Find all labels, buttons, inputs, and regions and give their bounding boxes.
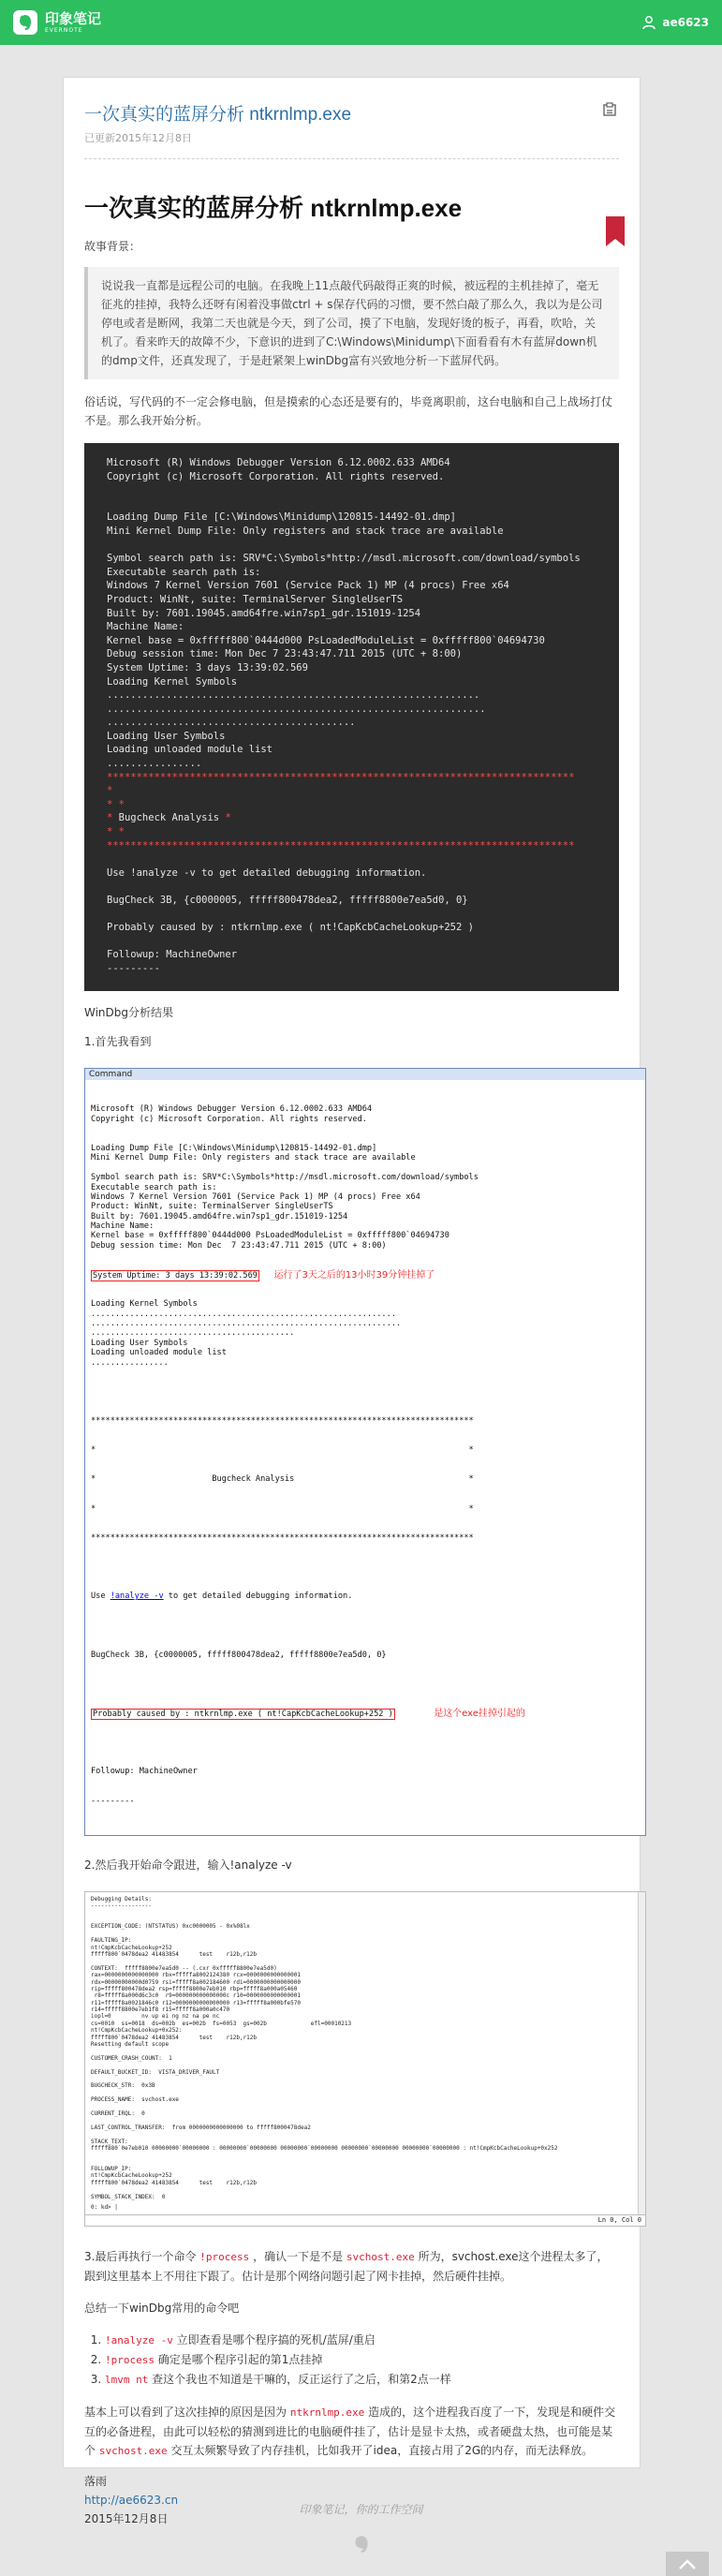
step3-pre: 3.最后再执行一个命令: [84, 2250, 200, 2264]
code-line: Debug session time: Mon Dec 7 23:43:47.711 2015 (UTC + 8:00): [107, 648, 463, 660]
code-line: * Bugcheck Analysis *: [107, 812, 231, 824]
step-2: 2.然后我开始命令跟进，输入!analyze -v: [84, 1858, 292, 1872]
cmd-text: 立即查看是哪个程序搞的死机/蓝屏/重启: [172, 2333, 376, 2347]
code-line: Symbol search path is: SRV*C:\Symbols*http://msdl.microsoft.com/download/symbols: [107, 553, 581, 565]
paragraph: 俗话说，写代码的不一定会修电脑，但是摸索的心态还是要有的，毕竟离职前，这台电脑和自己上战场打仗不是。那么我开始分析。: [84, 395, 613, 427]
console-line: [91, 1958, 640, 1964]
console-line: iopl=0 nv up ei ng nz na pe nc: [91, 2013, 220, 2021]
uptime-note: 运行了3天之后的13小时39分钟挂掉了: [273, 1270, 435, 1281]
code-line: ---------: [107, 962, 160, 974]
code-line: [107, 880, 600, 894]
final-pre: 基本上可以看到了这次挂掉的原因是因为: [84, 2406, 290, 2420]
console-line: Windows 7 Kernel Version 7601 (Service Pack 1) MP (4 procs) Free x64: [91, 1192, 420, 1202]
cmd-code: !analyze -v: [105, 2334, 173, 2347]
list-item: [105, 2370, 619, 2390]
code-line: Loading unloaded module list: [107, 744, 273, 756]
command-list: [84, 2331, 619, 2390]
console-line: ------------------: [91, 1902, 153, 1910]
console-line: ................: [91, 1357, 169, 1368]
article-title: 一次真实的蓝屏分析 ntkrnlmp.exe: [84, 194, 463, 222]
star-side: * *: [91, 1503, 474, 1514]
console-line: BUGCHECK_STR: 0x3B: [91, 2082, 155, 2090]
username: ae6623: [662, 16, 709, 29]
background-label: 故事背景：: [84, 240, 141, 253]
probably-note: 是这个exe挂掉引起的: [434, 1709, 525, 1720]
footer-slogan: 印象笔记，你的工作空间: [299, 2503, 423, 2516]
console-line: Product: WinNt, suite: TerminalServer SingleUserTS: [91, 1202, 333, 1212]
console-line: [91, 1163, 638, 1173]
console-line: EXCEPTION_CODE: (NTSTATUS) 0xc0000005 - 0x%08lx: [91, 1923, 250, 1931]
console-line: [91, 2131, 640, 2138]
console-line: Mini Kernel Dump File: Only registers and stack trace are available: [91, 1153, 416, 1163]
step3-cmd: !process: [199, 2251, 250, 2264]
code-line: ...............................................................: [107, 689, 480, 702]
windbg-screenshot-1: [84, 1068, 646, 1836]
console-line: Loading User Symbols: [91, 1338, 188, 1348]
code-line: Loading User Symbols: [107, 730, 226, 742]
final-svchost: svchost.exe: [98, 2445, 168, 2458]
code-line: [107, 497, 600, 511]
code-line: Loading Kernel Symbols: [107, 675, 238, 688]
summary: 总结一下winDbg常用的命令吧: [84, 2302, 240, 2316]
cmd-text: 查这个我也不知道是干嘛的，反正运行了之后，和第2点一样: [148, 2373, 451, 2387]
code-line: [107, 908, 600, 922]
divider: [84, 158, 619, 159]
console-line: [91, 2062, 640, 2068]
sign-date: 2015年12月8日: [84, 2512, 169, 2526]
console-line: Machine Name:: [91, 1221, 155, 1232]
console-line: CURRENT_IRQL: 0: [91, 2110, 145, 2117]
author-link[interactable]: http://ae6623.cn: [84, 2494, 179, 2508]
console-line: DEFAULT_BUCKET_ID: VISTA_DRIVER_FAULT: [91, 2068, 220, 2076]
code-line: *: [107, 785, 113, 797]
code-line: [107, 935, 600, 949]
kd-prompt[interactable]: 0: kd> |: [91, 2204, 118, 2212]
code-line: Microsoft (R) Windows Debugger Version 6.12.0002.633 AMD64: [107, 457, 450, 468]
status-bar: [85, 2214, 645, 2226]
console-line: rdx=00000000000d0759 rsi=fffff8a002184600 rdi=0000000000000000: [91, 1978, 301, 1986]
console-line: ...............................................................: [91, 1309, 396, 1319]
scrollbar[interactable]: [638, 1892, 645, 2215]
probably-highlight: Probably caused by : ntkrnlmp.exe ( nt!CapKcbCacheLookup+252 ): [93, 1710, 393, 1720]
code-line: [107, 539, 600, 553]
console-line: [91, 1134, 638, 1144]
use-post: to get detailed debugging information.: [163, 1591, 353, 1602]
console-line: PROCESS_NAME: svchost.exe: [91, 2096, 179, 2104]
final-post: 交互太频繁导致了内存挂机，比如我开了idea，直接占用了2G的内存，而无法释放。: [167, 2444, 594, 2458]
final-paragraph: [84, 2403, 619, 2461]
code-line: Copyright (c) Microsoft Corporation. All rights reserved.: [107, 470, 445, 482]
code-line: [107, 852, 600, 866]
console-line: [91, 2076, 640, 2082]
console-line: ................................................................: [91, 1319, 402, 1329]
final-mid: 造成的，这个进程我百度了一下，发现是和硬件交互的必备进程，由此可以轻松的猜测到进比的电脑硬件挂了，估计是显卡太热，或者硬盘太热，也可能是某个: [84, 2406, 616, 2458]
cmd-text: 确定是哪个程序引起的第1点挂掉: [154, 2353, 323, 2367]
console-line: Executable search path is:: [91, 1182, 217, 1192]
console-line: [91, 1124, 638, 1133]
console-line: [91, 2104, 640, 2110]
brand[interactable]: [13, 10, 101, 35]
updated-date: 已更新2015年12月8日: [84, 132, 192, 144]
brand-name: 印象笔记: [45, 9, 102, 27]
console-line: fffff800`0478dea2 41483854 test r12b,r12b: [91, 2179, 258, 2186]
caption-windbg: WinDbg分析结果: [84, 1005, 174, 1019]
console-line: Built by: 7601.19045.amd64fre.win7sp1_gdr.151019-1254: [91, 1211, 348, 1221]
uptime-highlight: System Uptime: 3 days 13:39:02.569: [93, 1271, 258, 1281]
console-line: Kernel base = 0xfffff800`0444d000 PsLoadedModuleList = 0xfffff800`04694730: [91, 1231, 449, 1241]
console-line: Loading Dump File [C:\Windows\Minidump\120815-14492-01.dmp]: [91, 1143, 377, 1153]
cmd-code: lmvm nt: [105, 2374, 149, 2387]
console-line: FAULTING_IP:: [91, 1937, 132, 1945]
user-icon: [641, 15, 656, 30]
followup: Followup: MachineOwner: [91, 1767, 198, 1777]
console-line: Debug session time: Mon Dec 7 23:43:47.711 2015 (UTC + 8:00): [91, 1240, 387, 1251]
status-position: Ln 0, Col 0: [597, 2216, 641, 2225]
console-line: [91, 1917, 640, 1923]
console-line: fffff800`0478dea2 41483854 test r12b,r12b: [91, 1950, 258, 1958]
console-line: cs=0010 ss=0018 ds=002b es=002b fs=0053 gs=002b efl=00010213: [91, 2020, 352, 2027]
bugcheck-line: * Bugcheck Analysis *: [91, 1474, 474, 1485]
console-line: Debugging Details:: [91, 1895, 153, 1902]
console-line: [91, 2048, 640, 2054]
code-line: Machine Name:: [107, 621, 184, 633]
console-line: fffff880`0e7eb010 00000000`00000000 : 00000000`00000000 00000000`00000000 00000000`00000000 00000000`00000000 : nt!CmpKcbCacheLookup+0x252: [91, 2144, 558, 2152]
step-1: 1.首先我看到: [84, 1034, 152, 1048]
console-line: Resetting default scope: [91, 2041, 169, 2049]
code-line: * *: [107, 826, 125, 838]
console-line: [91, 2152, 640, 2158]
console-line: nt!CmpKcbCacheLookup+0x252:: [91, 2027, 183, 2035]
console-line: r8=fffff8a000d6c3c0 r9=000000000000000c r10=0000000000000001: [91, 1992, 301, 2000]
console-line: r11=fffff8a0021846c0 r12=0000000000000000 r13=fffff8a000bfe570: [91, 1999, 301, 2006]
star-side: * *: [91, 1445, 474, 1456]
console-line: Copyright (c) Microsoft Corporation. All rights reserved.: [91, 1114, 367, 1124]
dash-line: ---------: [91, 1796, 135, 1806]
console-line: nt!CmpKcbCacheLookup+252: [91, 1944, 172, 1951]
code-line: Loading Dump File [C:\Windows\Minidump\120815-14492-01.dmp]: [107, 511, 456, 524]
console-line: fffff800`0478dea2 41483854 test r12b,r12b: [91, 2034, 258, 2041]
code-line: Executable search path is:: [107, 566, 261, 578]
quote-block: 说说我一直都是远程公司的电脑。在我晚上11点敲代码敲得正爽的时候，被远程的主机挂掉了，毫无征兆的挂掉，我特么还呀有闲着没事做ctrl + s保存代码的习惯，要不然白敲了那么久，我以为是公司停电或者是断网，我第二天也就是今天，到了公司，摸了下电脑，发现好烫的板子，再看，吹哈，关机了。看来昨天的故障不少，下意识的进到了C:\Windows\Minidump\下面看看有木有蓝屏down机的dmp文件，还真发现了，于是赶紧架上winDbg富有兴致地分析一下蓝屏代码。: [84, 267, 619, 379]
arrow-up-icon: [679, 2558, 696, 2569]
star-line: *******************************************************************************: [91, 1532, 474, 1543]
console-line: LAST_CONTROL_TRANSFER: from 0000000000000000 to fffff8000478dea2: [91, 2124, 311, 2131]
author: 落雨: [84, 2475, 108, 2489]
back-to-top-button[interactable]: [666, 2552, 709, 2576]
windbg-screenshot-2: [84, 1891, 646, 2228]
console-line: FOLLOWUP_IP:: [91, 2166, 132, 2173]
note-title: 一次真实的蓝屏分析 ntkrnlmp.exe: [84, 105, 352, 125]
code-line: System Uptime: 3 days 13:39:02.569: [107, 661, 308, 674]
console-line: Loading unloaded module list: [91, 1348, 227, 1358]
console-line: [91, 2159, 640, 2166]
console-line: Microsoft (R) Windows Debugger Version 6.12.0002.633 AMD64: [91, 1104, 373, 1115]
console-line: [91, 1931, 640, 1937]
console-line: [91, 2117, 640, 2124]
step3-post: 所为，svchost.exe这个进程太多了，跟到这里基本上不用往下跟了。估计是那个网络问题引起了网卡挂掉，然后硬件挂掉。: [84, 2250, 609, 2284]
code-line: *******************************************************************************: [107, 839, 575, 851]
analyze-link[interactable]: !analyze -v: [110, 1591, 164, 1602]
brand-sub: EVERNOTE: [45, 26, 83, 34]
console-line: [91, 1910, 640, 1917]
console-line: nt!CmpKcbCacheLookup+252: [91, 2172, 172, 2180]
code-line: BugCheck 3B, {c0000005, fffff800478dea2, fffff8800e7ea5d0, 0}: [107, 895, 468, 906]
code-line: Use !analyze -v to get detailed debugging information.: [107, 866, 427, 879]
step3-mid: ，确认一下是不是: [249, 2250, 346, 2264]
code-line: Mini Kernel Dump File: Only registers and stack trace are available: [107, 525, 504, 537]
console-line: Loading Kernel Symbols: [91, 1299, 198, 1310]
star-line: *******************************************************************************: [91, 1416, 474, 1426]
code-line: *******************************************************************************: [107, 771, 575, 783]
code-line: Probably caused by : ntkrnlmp.exe ( nt!CapKcbCacheLookup+252 ): [107, 922, 474, 934]
code-line: Windows 7 Kernel Version 7601 (Service Pack 1) MP (4 procs) Free x64: [107, 580, 509, 592]
code-line: ..........................................: [107, 717, 356, 729]
code-line: ................................................................: [107, 703, 486, 715]
user-menu[interactable]: [641, 15, 709, 30]
console-line: [91, 2090, 640, 2096]
console-line: CUSTOMER_CRASH_COUNT: 1: [91, 2054, 172, 2062]
evernote-logo-icon: [13, 10, 37, 35]
console-line: Symbol search path is: SRV*C:\Symbols*http://msdl.microsoft.com/download/symbols: [91, 1173, 479, 1183]
list-item: [105, 2331, 619, 2350]
code-line: Followup: MachineOwner: [107, 949, 238, 961]
step3-exe: svchost.exe: [346, 2251, 415, 2264]
evernote-footer-logo-icon: [351, 2534, 372, 2554]
code-line: * *: [107, 798, 125, 810]
cmd-code: !process: [105, 2354, 155, 2367]
final-exe: ntkrnlmp.exe: [289, 2406, 365, 2420]
code-line: Built by: 7601.19045.amd64fre.win7sp1_gdr.151019-1254: [107, 607, 421, 619]
code-line: Kernel base = 0xfffff800`0444d000 PsLoadedModuleList = 0xfffff800`04694730: [107, 634, 545, 646]
console-line: CONTEXT: fffff8800e7ea5d0 -- (.cxr 0xfffff8800e7ea5d0): [91, 1964, 277, 1972]
bugcheck-text: BugCheck 3B, {c0000005, fffff800478dea2, fffff8800e7ea5d0, 0}: [91, 1650, 387, 1660]
use-pre: Use: [91, 1591, 111, 1602]
code-block: [84, 443, 619, 991]
console-line: SYMBOL_STACK_INDEX: 0: [91, 2193, 166, 2200]
console-line: [91, 2186, 640, 2193]
bookmark-icon: [606, 216, 625, 246]
save-to-notebook-icon[interactable]: [602, 102, 617, 117]
list-item: [105, 2350, 619, 2370]
console-line: rax=0000000000000000 rbx=fffffa8002124380 rcx=0000000000000001: [91, 1972, 301, 1979]
top-bar: [0, 0, 722, 45]
step-3: [84, 2247, 619, 2286]
console-line: rip=fffff800478dea2 rsp=fffff8800e7eb010 rbp=fffff8a000a05460: [91, 1985, 298, 1992]
console-line: ..........................................: [91, 1328, 295, 1339]
code-line: Product: WinNt, suite: TerminalServer SingleUserTS: [107, 593, 404, 605]
code-line: ................: [107, 758, 202, 770]
console-line: r14=fffff8800e7eb1f8 r15=fffff8a000a0c470: [91, 2006, 230, 2014]
window-title: Command: [85, 1069, 645, 1080]
console-line: STACK_TEXT:: [91, 2138, 128, 2145]
code-line: [107, 483, 600, 497]
